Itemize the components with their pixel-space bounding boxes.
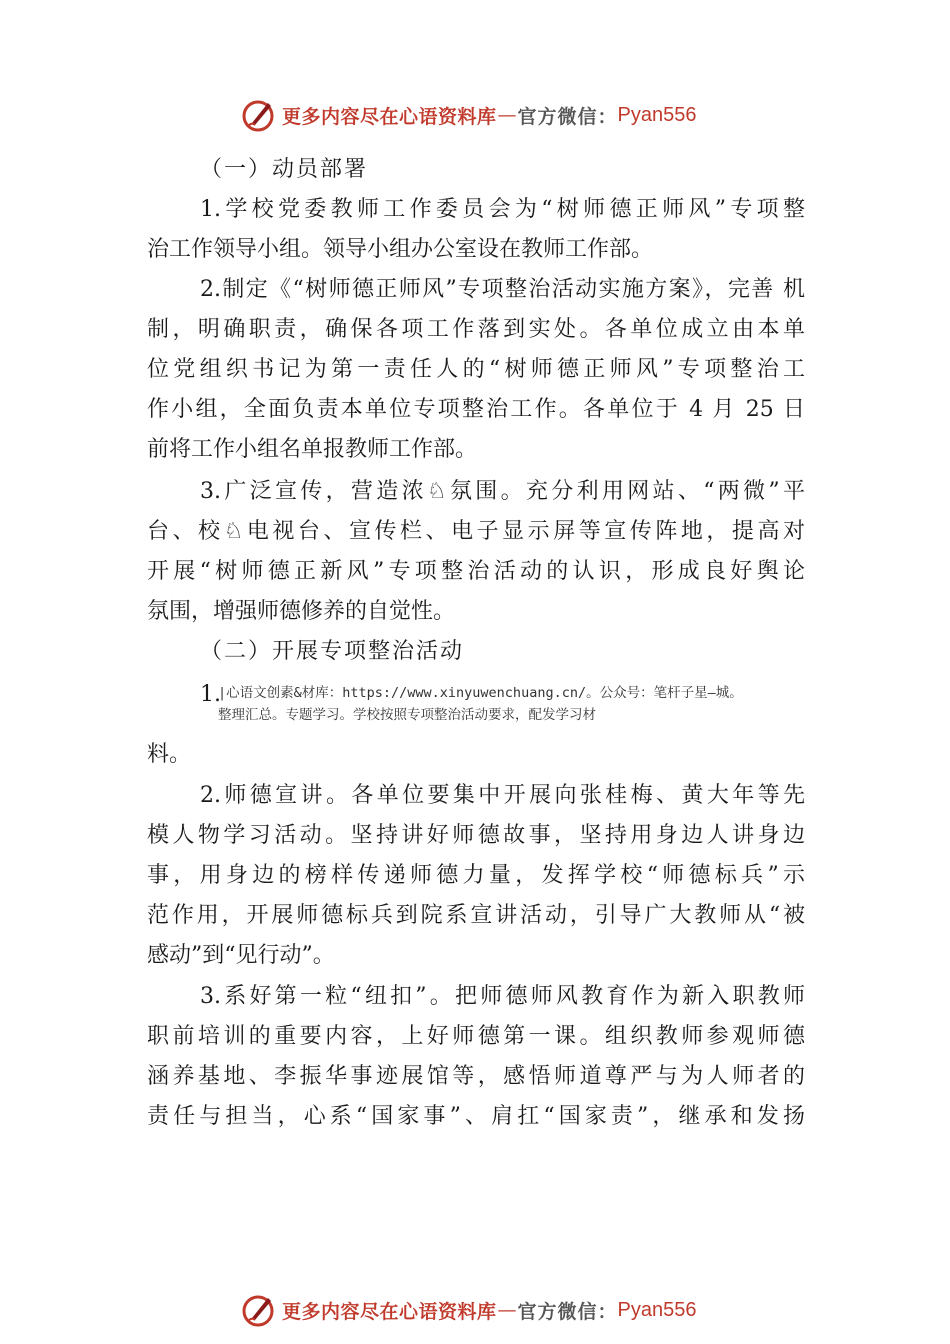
body-line: 3.系好第一粒“纽扣”。把师德师风教育作为新入职教师 (200, 984, 805, 1009)
body-line: 台、校♘电视台、宣传栏、电子显示屏等宣传阵地，提高对 (147, 519, 805, 544)
banner-dash: — (497, 104, 517, 126)
body-line: 职前培训的重要内容，上好师德第一课。组织教师参观师德 (147, 1024, 805, 1049)
body-line: 2.师德宣讲。各单位要集中开展向张桂梅、黄大年等先 (200, 783, 805, 808)
body-line: 制，明确职责，确保各项工作落到实处。各单位成立由本单 (147, 317, 805, 342)
banner-wechat-id: Pyan556 (617, 103, 697, 126)
footer-banner (238, 1290, 697, 1330)
body-line: 3.广泛宣传，营造浓♘氛围。充分利用网站、“两微”平 (200, 479, 805, 504)
banner-wechat-id: Pyan556 (617, 1298, 697, 1321)
watermark-line: |心语文创素&材库：https://www.xinyuwenchuang.cn/。公众号：笔杆子星—城。 (218, 685, 743, 701)
banner-library-text: 更多内容尽在心语资料库 (282, 1300, 497, 1323)
body-line: 2.制定《“树师德正师风”专项整治活动实施方案》，完善 机 (200, 277, 805, 302)
body-line: 开展“树师德正新风”专项整治活动的认识，形成良好舆论 (147, 559, 805, 584)
section1-heading: （一）动员部署 (200, 157, 369, 182)
body-line: 氛围，增强师德修养的自觉性。 (147, 599, 456, 624)
section2-heading: （二）开展专项整治活动 (200, 639, 465, 664)
body-line: 模人物学习活动。坚持讲好师德故事，坚持用身边人讲身边 (147, 823, 805, 848)
body-line: 位党组织书记为第一责任人的“树师德正师风”专项整治工 (147, 357, 805, 382)
item-number: 1. (200, 682, 221, 707)
logo-icon (238, 95, 278, 135)
body-line: 事，用身边的榜样传递师德力量，发挥学校“师德标兵”示 (147, 863, 805, 888)
body-line: 范作用，开展师德标兵到院系宣讲活动，引导广大教师从“被 (147, 903, 805, 928)
body-line: 责任与担当，心系“国家事”、肩扛“国家责”，继承和发扬 (147, 1104, 805, 1129)
body-line: 作小组，全面负责本单位专项整治工作。各单位于 4 月 25 日 (147, 397, 805, 422)
watermark-line: 整理汇总。专题学习。学校按照专项整治活动要求，配发学习材 (218, 707, 596, 723)
body-line: 治工作领导小组。领导小组办公室设在教师工作部。 (147, 237, 654, 262)
watermark-text (218, 682, 743, 726)
banner-dash: — (497, 1299, 517, 1321)
banner-library-text: 更多内容尽在心语资料库 (282, 105, 497, 128)
body-line: 前将工作小组名单报教师工作部。 (147, 437, 478, 462)
body-line: 料。 (147, 742, 192, 767)
body-line: 涵养基地、李振华事迹展馆等，感悟师道尊严与为人师者的 (147, 1064, 805, 1089)
banner-wechat-label: 官方微信： (517, 1300, 618, 1323)
body-line: 感动”到“见行动”。 (147, 943, 335, 968)
header-banner (238, 95, 697, 135)
logo-icon (238, 1290, 278, 1330)
banner-wechat-label: 官方微信： (517, 105, 618, 128)
body-line: 1.学校党委教师工作委员会为“树师德正师风”专项整 (200, 197, 805, 222)
